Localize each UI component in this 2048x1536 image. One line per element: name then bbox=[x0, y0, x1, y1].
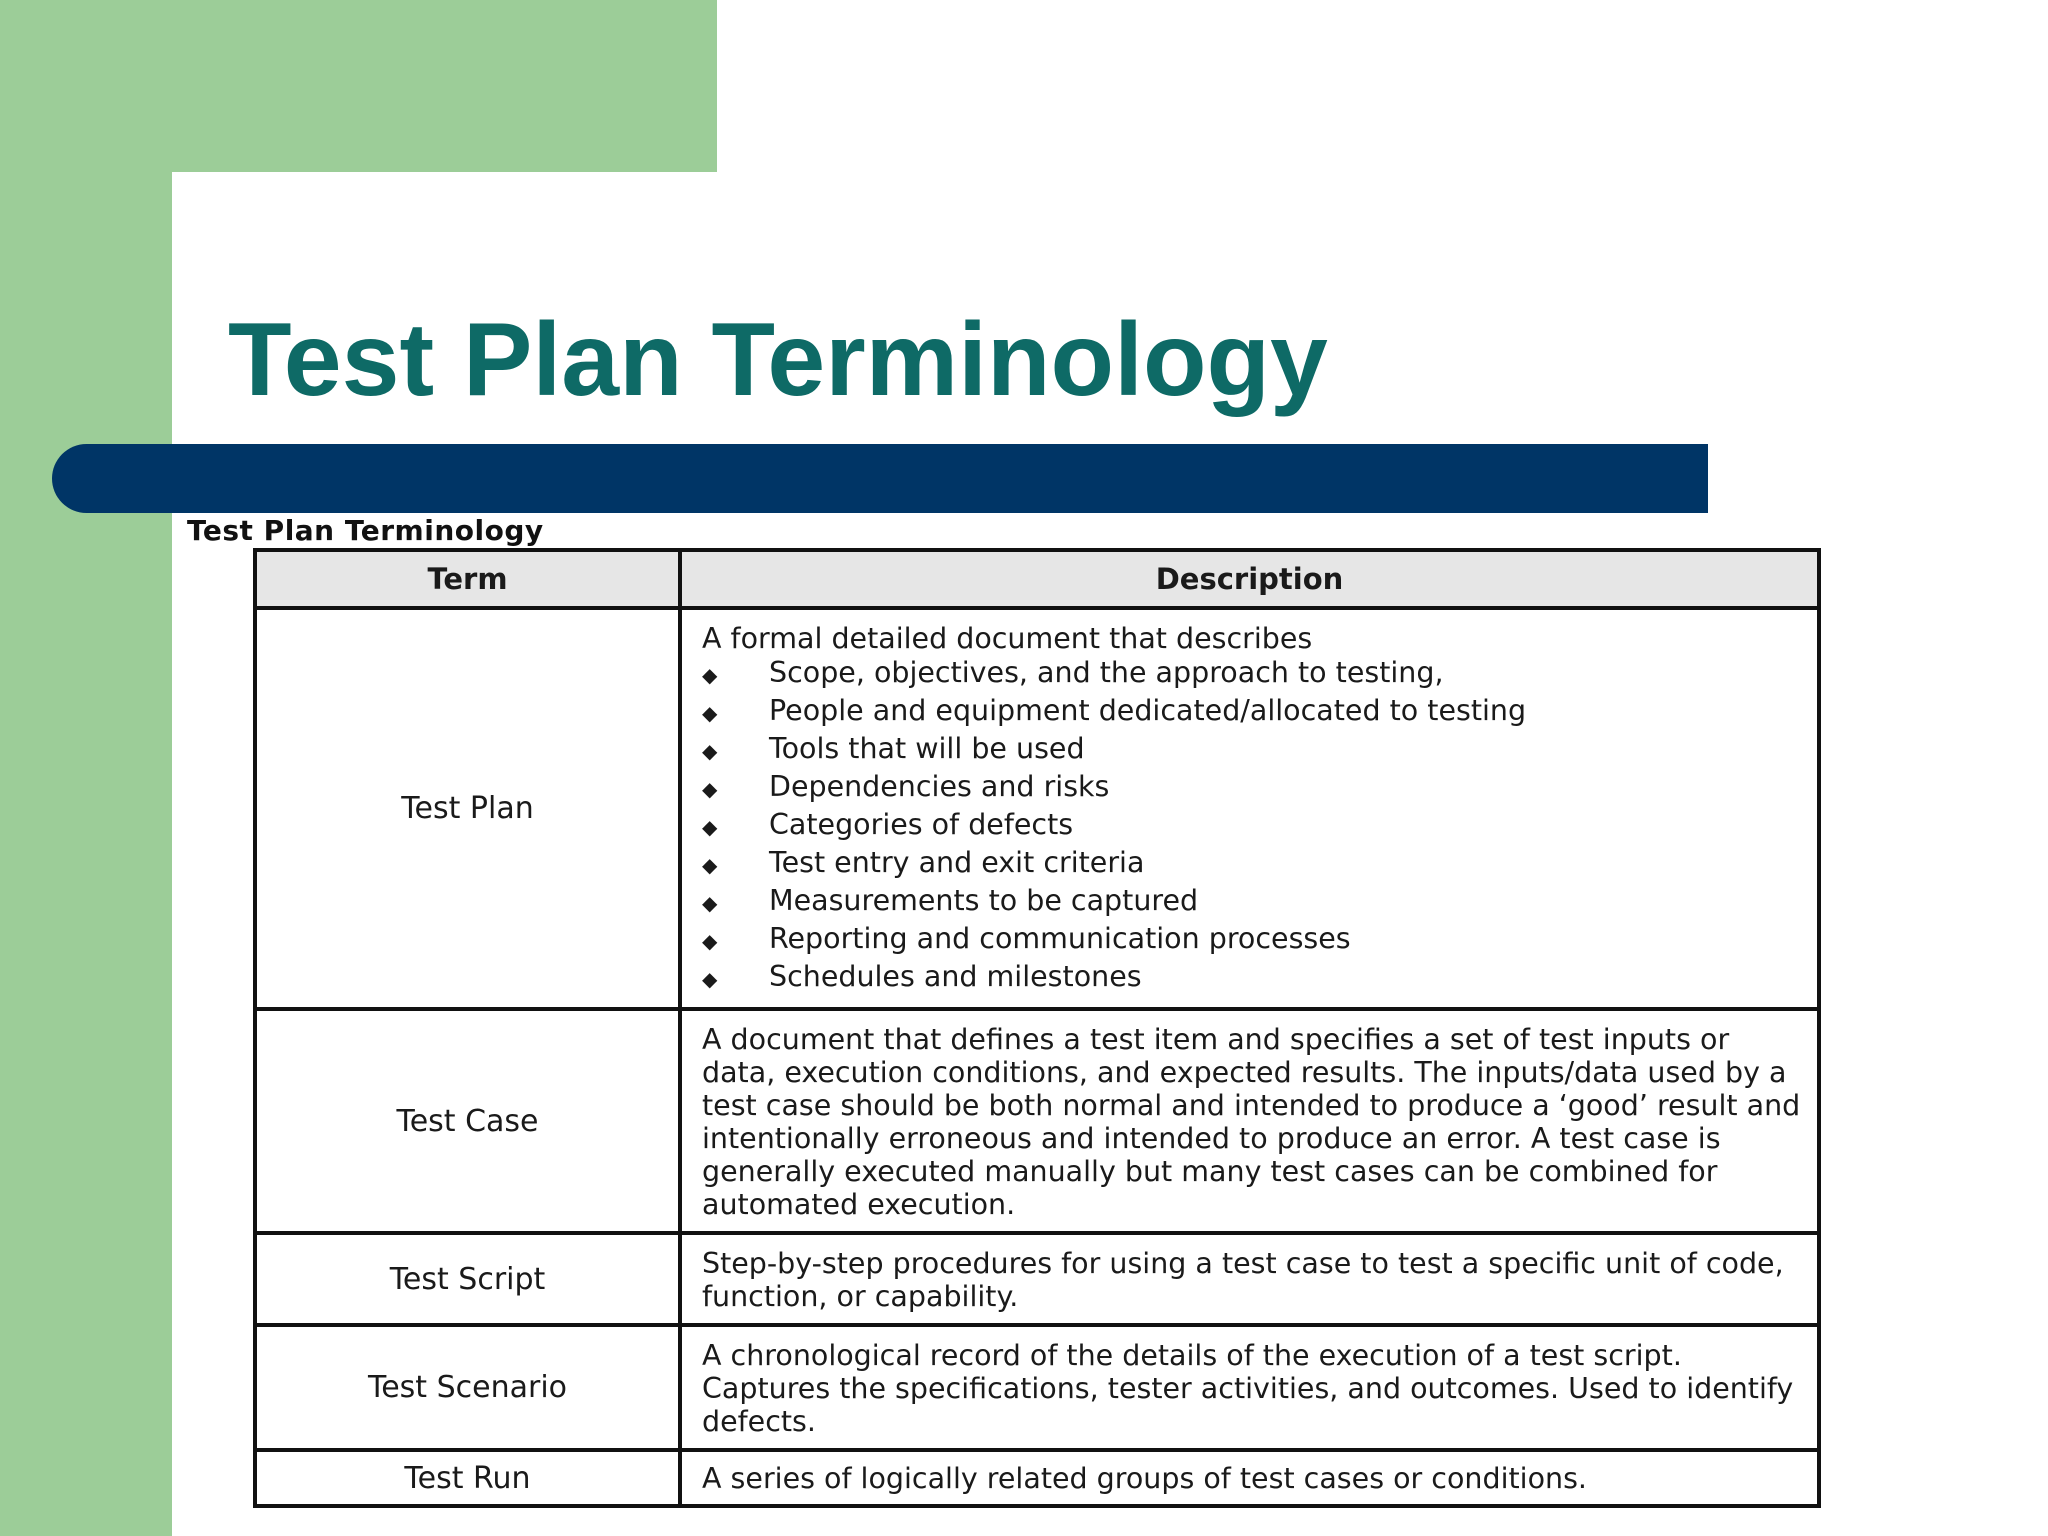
description-text: A chronological record of the details of the execution of a test script. Captures the specifications, tester activities, and outcomes. Used to identify defects. bbox=[702, 1339, 1794, 1438]
term-column-header: Term bbox=[255, 550, 680, 608]
description-text: A document that defines a test item and specifies a set of test inputs or data, execution conditions, and expected results. The inputs/data used by a test case should be both normal and intended to produce a ‘good’ result and intentionally erroneous and intended to produce an error. A test case is generally executed manually but many test cases can be combined for automated execution. bbox=[702, 1023, 1801, 1221]
description-bullet-list bbox=[702, 655, 1803, 997]
description-text: A series of logically related groups of test cases or conditions. bbox=[702, 1461, 1587, 1495]
description-cell bbox=[680, 1325, 1819, 1450]
figure-caption: Test Plan Terminology bbox=[187, 514, 544, 547]
list-item-text: Test entry and exit criteria bbox=[769, 846, 1145, 879]
table-header-row bbox=[255, 550, 1819, 608]
list-item bbox=[702, 845, 1803, 883]
description-text: Step-by-step procedures for using a test case to test a specific unit of code, function, or capability. bbox=[702, 1247, 1784, 1313]
list-item bbox=[702, 769, 1803, 807]
term-cell: Test Script bbox=[255, 1233, 680, 1325]
list-item bbox=[702, 959, 1803, 997]
list-item bbox=[702, 807, 1803, 845]
bullet-icon: ◆ bbox=[702, 967, 718, 991]
bullet-icon: ◆ bbox=[702, 663, 718, 687]
description-cell bbox=[680, 1009, 1819, 1233]
table-row bbox=[255, 1450, 1819, 1506]
list-item bbox=[702, 655, 1803, 693]
bullet-icon: ◆ bbox=[702, 929, 718, 953]
table-row bbox=[255, 1233, 1819, 1325]
description-cell bbox=[680, 1450, 1819, 1506]
bullet-icon: ◆ bbox=[702, 891, 718, 915]
green-background-corner bbox=[0, 0, 717, 172]
list-item-text: Reporting and communication processes bbox=[769, 922, 1351, 955]
table-row bbox=[255, 1009, 1819, 1233]
list-item-text: Tools that will be used bbox=[769, 732, 1085, 765]
list-item bbox=[702, 731, 1803, 769]
list-item-text: Schedules and milestones bbox=[769, 960, 1142, 993]
bullet-icon: ◆ bbox=[702, 701, 718, 725]
term-cell: Test Case bbox=[255, 1009, 680, 1233]
list-item bbox=[702, 883, 1803, 921]
bullet-icon: ◆ bbox=[702, 739, 718, 763]
description-cell bbox=[680, 1233, 1819, 1325]
list-item-text: People and equipment dedicated/allocated to testing bbox=[769, 694, 1527, 727]
terminology-table bbox=[253, 548, 1821, 1508]
green-background-band bbox=[0, 0, 172, 1536]
list-item bbox=[702, 921, 1803, 959]
bullet-icon: ◆ bbox=[702, 815, 718, 839]
slide-title: Test Plan Terminology bbox=[228, 302, 1328, 418]
list-item-text: Categories of defects bbox=[769, 808, 1074, 841]
bullet-icon: ◆ bbox=[702, 853, 718, 877]
list-item-text: Scope, objectives, and the approach to testing, bbox=[769, 656, 1444, 689]
description-cell bbox=[680, 608, 1819, 1009]
list-item bbox=[702, 693, 1803, 731]
title-underline-bar bbox=[52, 444, 1708, 513]
description-column-header: Description bbox=[680, 550, 1819, 608]
table-row bbox=[255, 1325, 1819, 1450]
table-row bbox=[255, 608, 1819, 1009]
term-cell: Test Scenario bbox=[255, 1325, 680, 1450]
term-cell: Test Plan bbox=[255, 608, 680, 1009]
term-cell: Test Run bbox=[255, 1450, 680, 1506]
list-item-text: Dependencies and risks bbox=[769, 770, 1110, 803]
bullet-icon: ◆ bbox=[702, 777, 718, 801]
list-item-text: Measurements to be captured bbox=[769, 884, 1199, 917]
description-intro: A formal detailed document that describes bbox=[702, 622, 1313, 655]
